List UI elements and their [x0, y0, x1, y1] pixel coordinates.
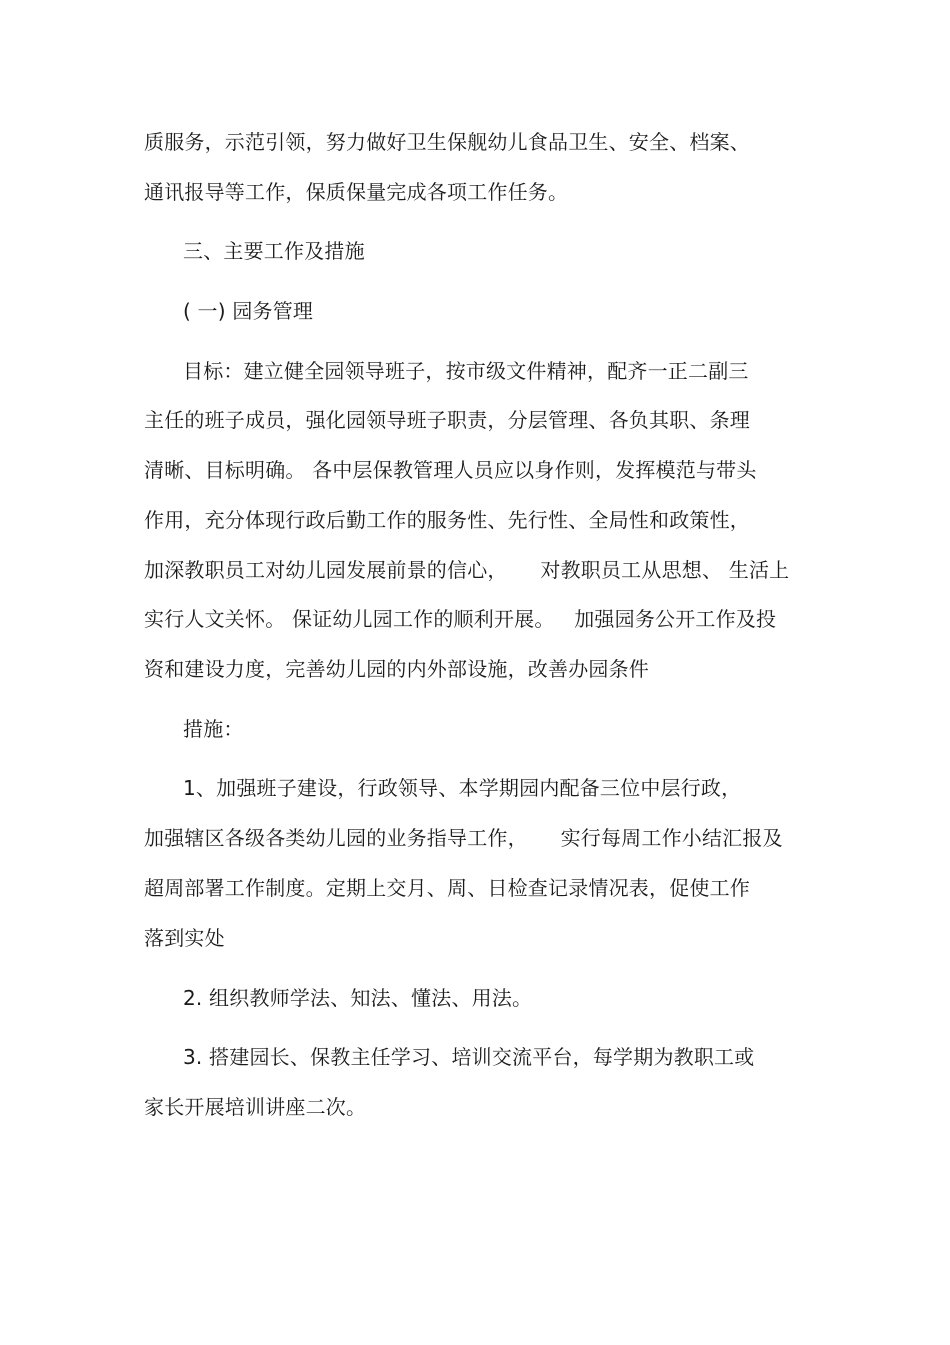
paragraph-line: 通讯报导等工作，保质保量完成各项工作任务。 — [144, 180, 569, 204]
list-item-line: 2. 组织教师学法、知法、懂法、用法。 — [183, 986, 533, 1010]
measures-heading: 措施： — [183, 717, 244, 741]
list-item-line: 家长开展培训讲座二次。 — [144, 1095, 367, 1119]
paragraph-line: 资和建设力度，完善幼儿园的内外部设施，改善办园条件 — [144, 657, 649, 681]
list-item-line: 3. 搭建园长、保教主任学习、培训交流平台，每学期为教职工或 — [183, 1045, 755, 1069]
paragraph-line: 目标：建立健全园领导班子，按市级文件精神，配齐一正二副三 — [183, 359, 749, 383]
list-item-line: 加强辖区各级各类幼儿园的业务指导工作， 实行每周工作小结汇报及 — [144, 826, 783, 850]
section-heading: 三、主要工作及措施 — [183, 239, 365, 263]
paragraph-line: 实行人文关怀。 保证幼儿园工作的顺利开展。 加强园务公开工作及投 — [144, 607, 777, 631]
list-item-line: 落到实处 — [144, 926, 225, 950]
paragraph-line: 清晰、目标明确。 各中层保教管理人员应以身作则，发挥模范与带头 — [144, 458, 757, 482]
subsection-heading: ( 一) 园务管理 — [183, 299, 314, 323]
paragraph-line: 主任的班子成员，强化园领导班子职责，分层管理、各负其职、条理 — [144, 408, 750, 432]
paragraph-line: 作用，充分体现行政后勤工作的服务性、先行性、全局性和政策性， — [144, 508, 750, 532]
list-item-line: 超周部署工作制度。定期上交月、周、日检查记录情况表，促使工作 — [144, 876, 750, 900]
list-item-line: 1、加强班子建设，行政领导、本学期园内配备三位中层行政， — [183, 776, 742, 800]
paragraph-line: 质服务，示范引领，努力做好卫生保舰幼儿食品卫生、安全、档案、 — [144, 130, 750, 154]
paragraph-line: 加深教职员工对幼儿园发展前景的信心， 对教职员工从思想、 生活上 — [144, 558, 790, 582]
